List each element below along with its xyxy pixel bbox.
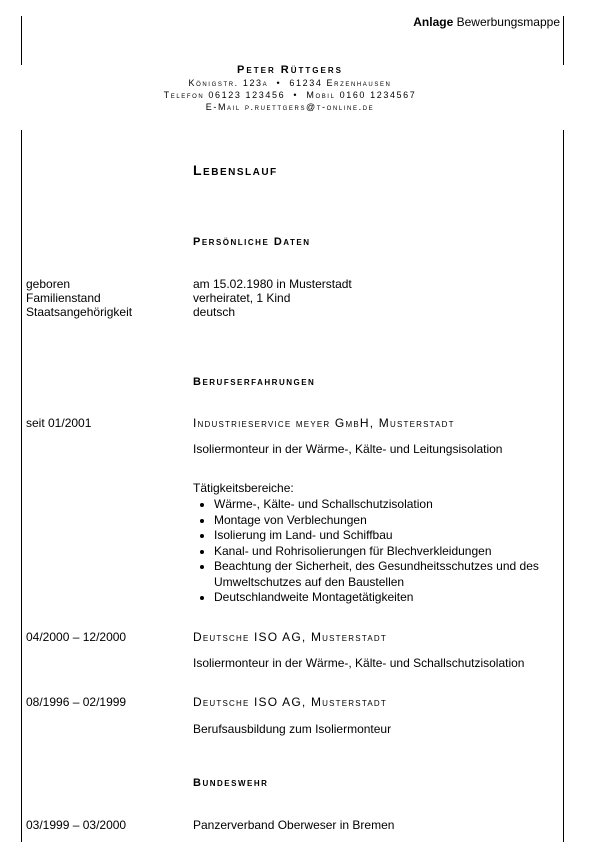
role-job-3: Berufsausbildung zum Isoliermonteur xyxy=(193,722,392,736)
section-heading-personal: Persönliche Daten xyxy=(193,236,311,248)
page-title: Lebenslauf xyxy=(193,162,278,178)
list-item: • Beachtung der Sicherheit, des Gesundheitsschutzes und des Umweltschutzes auf den Baustellen xyxy=(214,559,584,590)
value-marital-status: verheiratet, 1 Kind xyxy=(193,291,291,305)
military-unit: Panzerverband Oberweser in Bremen xyxy=(193,818,395,832)
applicant-name: Peter Rüttgers xyxy=(237,64,343,76)
list-item: • Isolierung im Land- und Schiffbau xyxy=(214,528,584,544)
tasks-heading-job-1: Tätigkeitsbereiche: xyxy=(193,481,294,495)
list-item: • Montage von Verblechungen xyxy=(214,513,584,529)
period-job-3: 08/1996 – 02/1999 xyxy=(26,695,127,709)
phone-line: Telefon 06123 123456 • Mobil 0160 1234567 xyxy=(163,90,417,100)
period-job-1: seit 01/2001 xyxy=(26,416,92,430)
company-job-1: Industrieservice meyer GmbH, Musterstadt xyxy=(193,416,455,430)
attachment-header xyxy=(413,15,560,29)
contact-block xyxy=(0,63,580,113)
label-born: geboren xyxy=(26,277,71,291)
email-line: E-Mail p.ruettgers@t-online.de xyxy=(205,102,375,112)
label-nationality: Staatsangehörigkeit xyxy=(26,305,133,319)
attachment-label: Anlage xyxy=(413,15,454,29)
role-job-2: Isoliermonteur in der Wärme-, Kälte- und Schallschutzisolation xyxy=(193,656,525,670)
period-military: 03/1999 – 03/2000 xyxy=(26,818,127,832)
value-nationality: deutsch xyxy=(193,305,236,319)
attachment-title: Bewerbungsmappe xyxy=(456,15,560,29)
left-margin-line-top xyxy=(21,16,22,65)
company-job-3: Deutsche ISO AG, Musterstadt xyxy=(193,695,387,709)
company-job-2: Deutsche ISO AG, Musterstadt xyxy=(193,630,387,644)
address-line: Königstr. 123a • 61234 Erzenhausen xyxy=(188,78,392,88)
task-list-job-1 xyxy=(193,497,584,606)
list-item: • Wärme-, Kälte- und Schallschutzisolation xyxy=(214,497,584,513)
section-heading-military: Bundeswehr xyxy=(193,777,269,789)
role-job-1: Isoliermonteur in der Wärme-, Kälte- und Leitungsisolation xyxy=(193,442,503,456)
label-marital-status: Familienstand xyxy=(26,291,101,305)
list-item: • Deutschlandweite Montagetätigkeiten xyxy=(214,590,584,606)
period-job-2: 04/2000 – 12/2000 xyxy=(26,630,127,644)
right-margin-line xyxy=(563,130,564,842)
list-item: • Kanal- und Rohrisolierungen für Blechverkleidungen xyxy=(214,544,584,560)
right-margin-line-top xyxy=(563,16,564,65)
section-heading-experience: Berufserfahrungen xyxy=(193,376,316,388)
value-born: am 15.02.1980 in Musterstadt xyxy=(193,277,352,291)
left-margin-line xyxy=(21,130,22,842)
